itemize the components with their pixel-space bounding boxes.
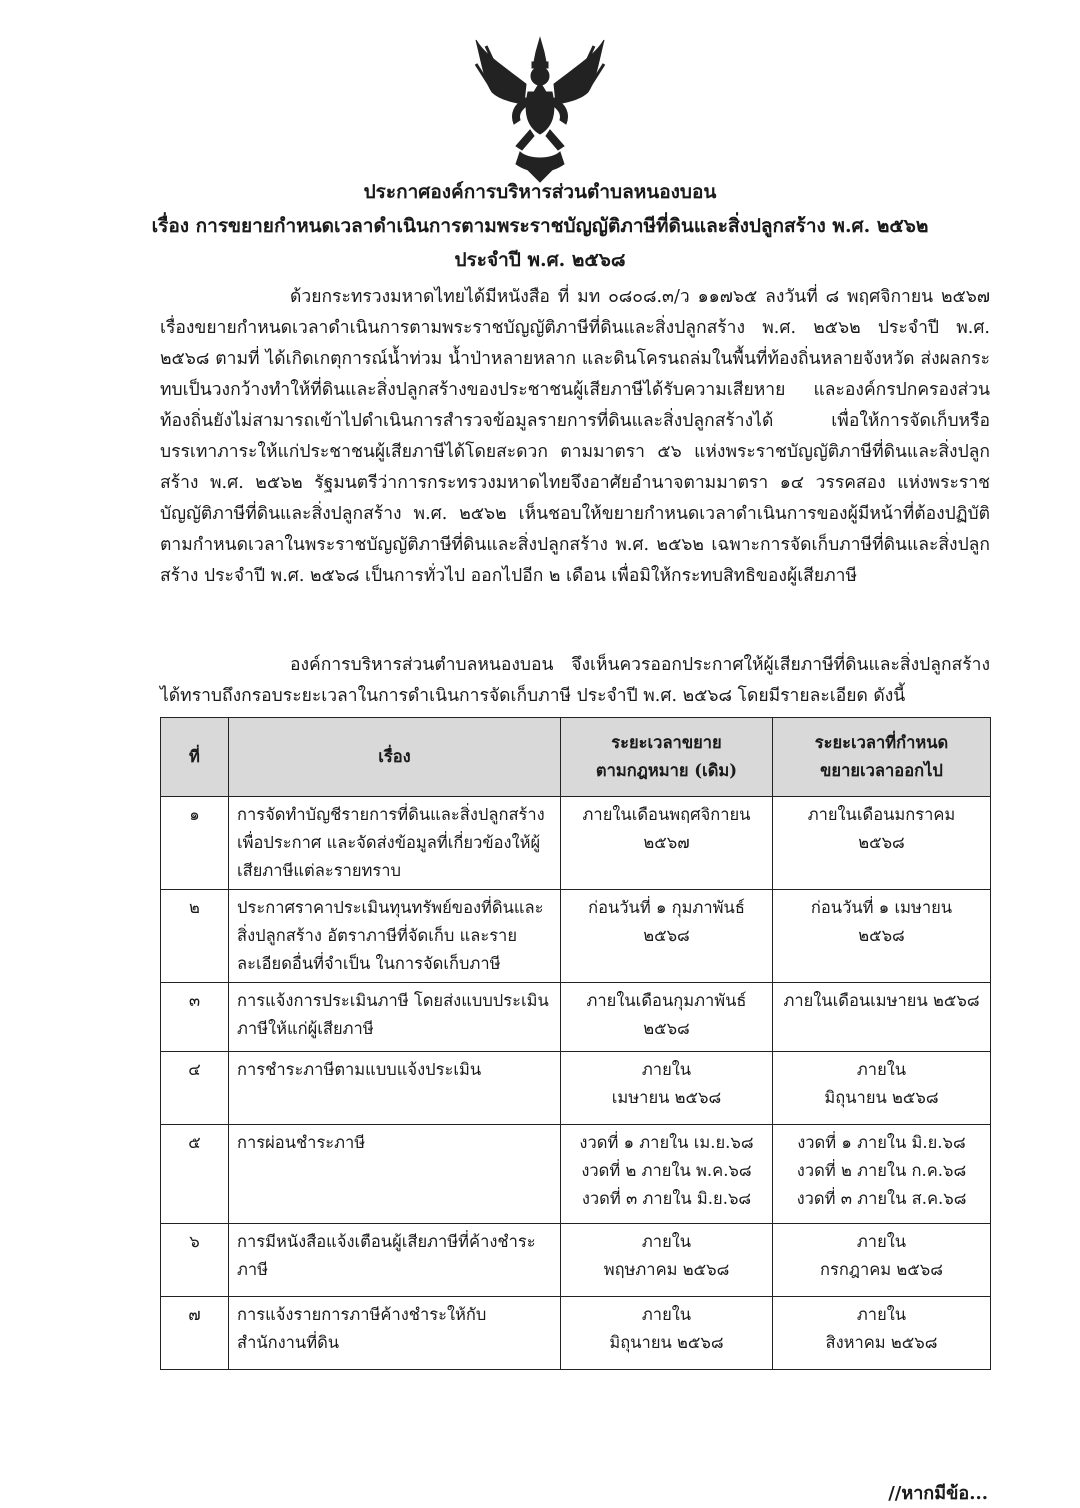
row-new-line: สิงหาคม ๒๕๖๘ (825, 1333, 938, 1352)
schedule-table (160, 717, 991, 1370)
table-row (161, 797, 991, 890)
row-num: ๕ (161, 1125, 229, 1224)
row-old-line: ๒๕๖๗ (643, 833, 690, 852)
row-new-line: กรกฎาคม ๒๕๖๘ (820, 1260, 943, 1279)
row-old-period (561, 1052, 773, 1125)
row-new-line: ภายใน (856, 1232, 907, 1251)
row-new-period (773, 1052, 991, 1125)
row-topic: การแจ้งการประเมินภาษี โดยส่งแบบประเมินภาษีให้แก่ผู้เสียภาษี (229, 983, 561, 1052)
row-old-line: ภายในเดือนพฤศจิกายน (582, 805, 751, 824)
row-num: ๗ (161, 1297, 229, 1370)
table-row (161, 983, 991, 1052)
row-topic: การมีหนังสือแจ้งเตือนผู้เสียภาษีที่ค้างชำระภาษี (229, 1224, 561, 1297)
row-topic: การจัดทำบัญชีรายการที่ดินและสิ่งปลูกสร้างเพื่อประกาศ และจัดส่งข้อมูลที่เกี่ยวข้องให้ผู้เสียภาษีแต่ละรายทราบ (229, 797, 561, 890)
row-old-line: ภายใน (641, 1305, 692, 1324)
header-topic: เรื่อง (229, 718, 561, 797)
row-new-period (773, 797, 991, 890)
row-topic: การผ่อนชำระภาษี (229, 1125, 561, 1224)
row-old-line: ภายในเดือนกุมภาพันธ์ (586, 991, 747, 1010)
table-row (161, 890, 991, 983)
header-num: ที่ (161, 718, 229, 797)
row-num: ๔ (161, 1052, 229, 1125)
row-old-line: งวดที่ ๒ ภายใน พ.ค.๖๘ (581, 1161, 752, 1180)
continuation-note: //หากมีข้อ... (888, 1483, 988, 1504)
header-new-period (773, 718, 991, 797)
row-new-line: งวดที่ ๓ ภายใน ส.ค.๖๘ (796, 1189, 967, 1208)
row-old-line: พฤษภาคม ๒๕๖๘ (603, 1260, 730, 1279)
row-old-line: งวดที่ ๑ ภายใน เม.ย.๖๘ (579, 1133, 754, 1152)
row-old-period (561, 890, 773, 983)
announcement-title: ประกาศองค์การบริหารส่วนตำบลหนองบอน (363, 181, 717, 203)
row-new-line: งวดที่ ๑ ภายใน มิ.ย.๖๘ (797, 1133, 966, 1152)
row-old-line: ๒๕๖๘ (643, 926, 690, 945)
garuda-emblem-icon (470, 34, 610, 184)
row-num: ๖ (161, 1224, 229, 1297)
row-num: ๑ (161, 797, 229, 890)
row-old-line: ภายใน (641, 1232, 692, 1251)
body-paragraph-1: ด้วยกระทรวงมหาดไทยได้มีหนังสือ ที่ มท ๐๘๐๘.๓/ว ๑๑๗๖๕ ลงวันที่ ๘ พฤศจิกายน ๒๕๖๗ เรื่องขยายกำหนดเวลาดำเนินการตามพระราชบัญญัติภาษีที่ดินและสิ่งปลูกสร้าง พ.ศ. ๒๕๖๒ ประจำปี พ.ศ. ๒๕๖๘ ตามที่ ได้เกิดเกตุการณ์น้ำท่วม น้ำป่าหลายหลาก และดินโครนถล่มในพื้นที่ท้องถิ่นหลายจังหวัด ส่งผลกระทบเป็นวงกว้างทำให้ที่ดินและสิ่งปลูกสร้างของประชาชนผู้เสียภาษีได้รับความเสียหาย และองค์กรปกครองส่วนท้องถิ่นยังไม่สามารถเข้าไปดำเนินการสำรวจข้อมูลรายการที่ดินและสิ่งปลูกสร้างได้ เพื่อให้การจัดเก็บหรือบรรเทาภาระให้แก่ประชาชนผู้เสียภาษีได้โดยสะดวก ตามมาตรา ๕๖ แห่งพระราชบัญญัติภาษีที่ดินและสิ่งปลูกสร้าง พ.ศ. ๒๕๖๒ รัฐมนตรีว่าการกระทรวงมหาดไทยจึงอาศัยอำนาจตามมาตรา ๑๔ วรรคสอง แห่งพระราชบัญญัติภาษีที่ดินและสิ่งปลูกสร้าง พ.ศ. ๒๕๖๒ เห็นชอบให้ขยายกำหนดเวลาดำเนินการของผู้มีหน้าที่ต้องปฏิบัติตามกำหนดเวลาในพระราชบัญญัติภาษีที่ดินและสิ่งปลูกสร้าง พ.ศ. ๒๕๖๒ เฉพาะการจัดเก็บภาษีที่ดินและสิ่งปลูกสร้าง ประจำปี พ.ศ. ๒๕๖๘ เป็นการทั่วไป ออกไปอีก ๒ เดือน เพื่อมิให้กระทบสิทธิของผู้เสียภาษี (160, 287, 990, 586)
row-new-period (773, 890, 991, 983)
row-old-line: ก่อนวันที่ ๑ กุมภาพันธ์ (588, 898, 745, 917)
table-row (161, 1052, 991, 1125)
row-new-line: ก่อนวันที่ ๑ เมษายน (810, 898, 953, 917)
row-new-period (773, 983, 991, 1052)
table-row (161, 1125, 991, 1224)
row-new-period (773, 1297, 991, 1370)
row-new-line: ภายในเดือนเมษายน ๒๕๖๘ (783, 991, 980, 1010)
row-new-line: งวดที่ ๒ ภายใน ก.ค.๖๘ (796, 1161, 967, 1180)
row-topic: การแจ้งรายการภาษีค้างชำระให้กับสำนักงานที่ดิน (229, 1297, 561, 1370)
row-old-period (561, 983, 773, 1052)
header-new-line2: ขยายเวลาออกไป (820, 761, 943, 780)
header-new-line1: ระยะเวลาที่กำหนด (814, 733, 949, 752)
row-new-line: ภายใน (856, 1305, 907, 1324)
row-old-line: เมษายน ๒๕๖๘ (611, 1088, 722, 1107)
row-new-line: ภายในเดือนมกราคม (807, 805, 956, 824)
header-old-line2: ตามกฎหมาย (เดิม) (595, 761, 738, 780)
row-num: ๓ (161, 983, 229, 1052)
header-old-period (561, 718, 773, 797)
row-old-period (561, 1224, 773, 1297)
row-old-line: งวดที่ ๓ ภายใน มิ.ย.๖๘ (581, 1189, 752, 1208)
row-new-line: ภายใน (856, 1060, 907, 1079)
row-new-period (773, 1224, 991, 1297)
row-old-period (561, 1125, 773, 1224)
row-old-line: ภายใน (641, 1060, 692, 1079)
announcement-subject: เรื่อง การขยายกำหนดเวลาดำเนินการตามพระราชบัญญัติภาษีที่ดินและสิ่งปลูกสร้าง พ.ศ. ๒๕๖๒ (151, 215, 929, 237)
row-new-period (773, 1125, 991, 1224)
row-new-line: มิถุนายน ๒๕๖๘ (824, 1088, 939, 1107)
body-paragraph-2: องค์การบริหารส่วนตำบลหนองบอน จึงเห็นควรออกประกาศให้ผู้เสียภาษีที่ดินและสิ่งปลูกสร้างได้ทราบถึงกรอบระยะเวลาในการดำเนินการจัดเก็บภาษี ประจำปี พ.ศ. ๒๕๖๘ โดยมีรายละเอียด ดังนี้ (160, 655, 990, 706)
row-new-line: ๒๕๖๘ (858, 926, 905, 945)
row-old-period (561, 1297, 773, 1370)
row-old-period (561, 797, 773, 890)
row-new-line: ๒๕๖๘ (858, 833, 905, 852)
row-num: ๒ (161, 890, 229, 983)
row-old-line: ๒๕๖๘ (643, 1019, 690, 1038)
row-topic: การชำระภาษีตามแบบแจ้งประเมิน (229, 1052, 561, 1125)
row-topic: ประกาศราคาประเมินทุนทรัพย์ของที่ดินและสิ่งปลูกสร้าง อัตราภาษีที่จัดเก็บ และรายละเอียดอื่นที่จำเป็น ในการจัดเก็บภาษี (229, 890, 561, 983)
table-header-row (161, 718, 991, 797)
announcement-year: ประจำปี พ.ศ. ๒๕๖๘ (454, 249, 626, 271)
table-row (161, 1297, 991, 1370)
header-old-line1: ระยะเวลาขยาย (611, 733, 722, 752)
row-old-line: มิถุนายน ๒๕๖๘ (609, 1333, 724, 1352)
table-row (161, 1224, 991, 1297)
